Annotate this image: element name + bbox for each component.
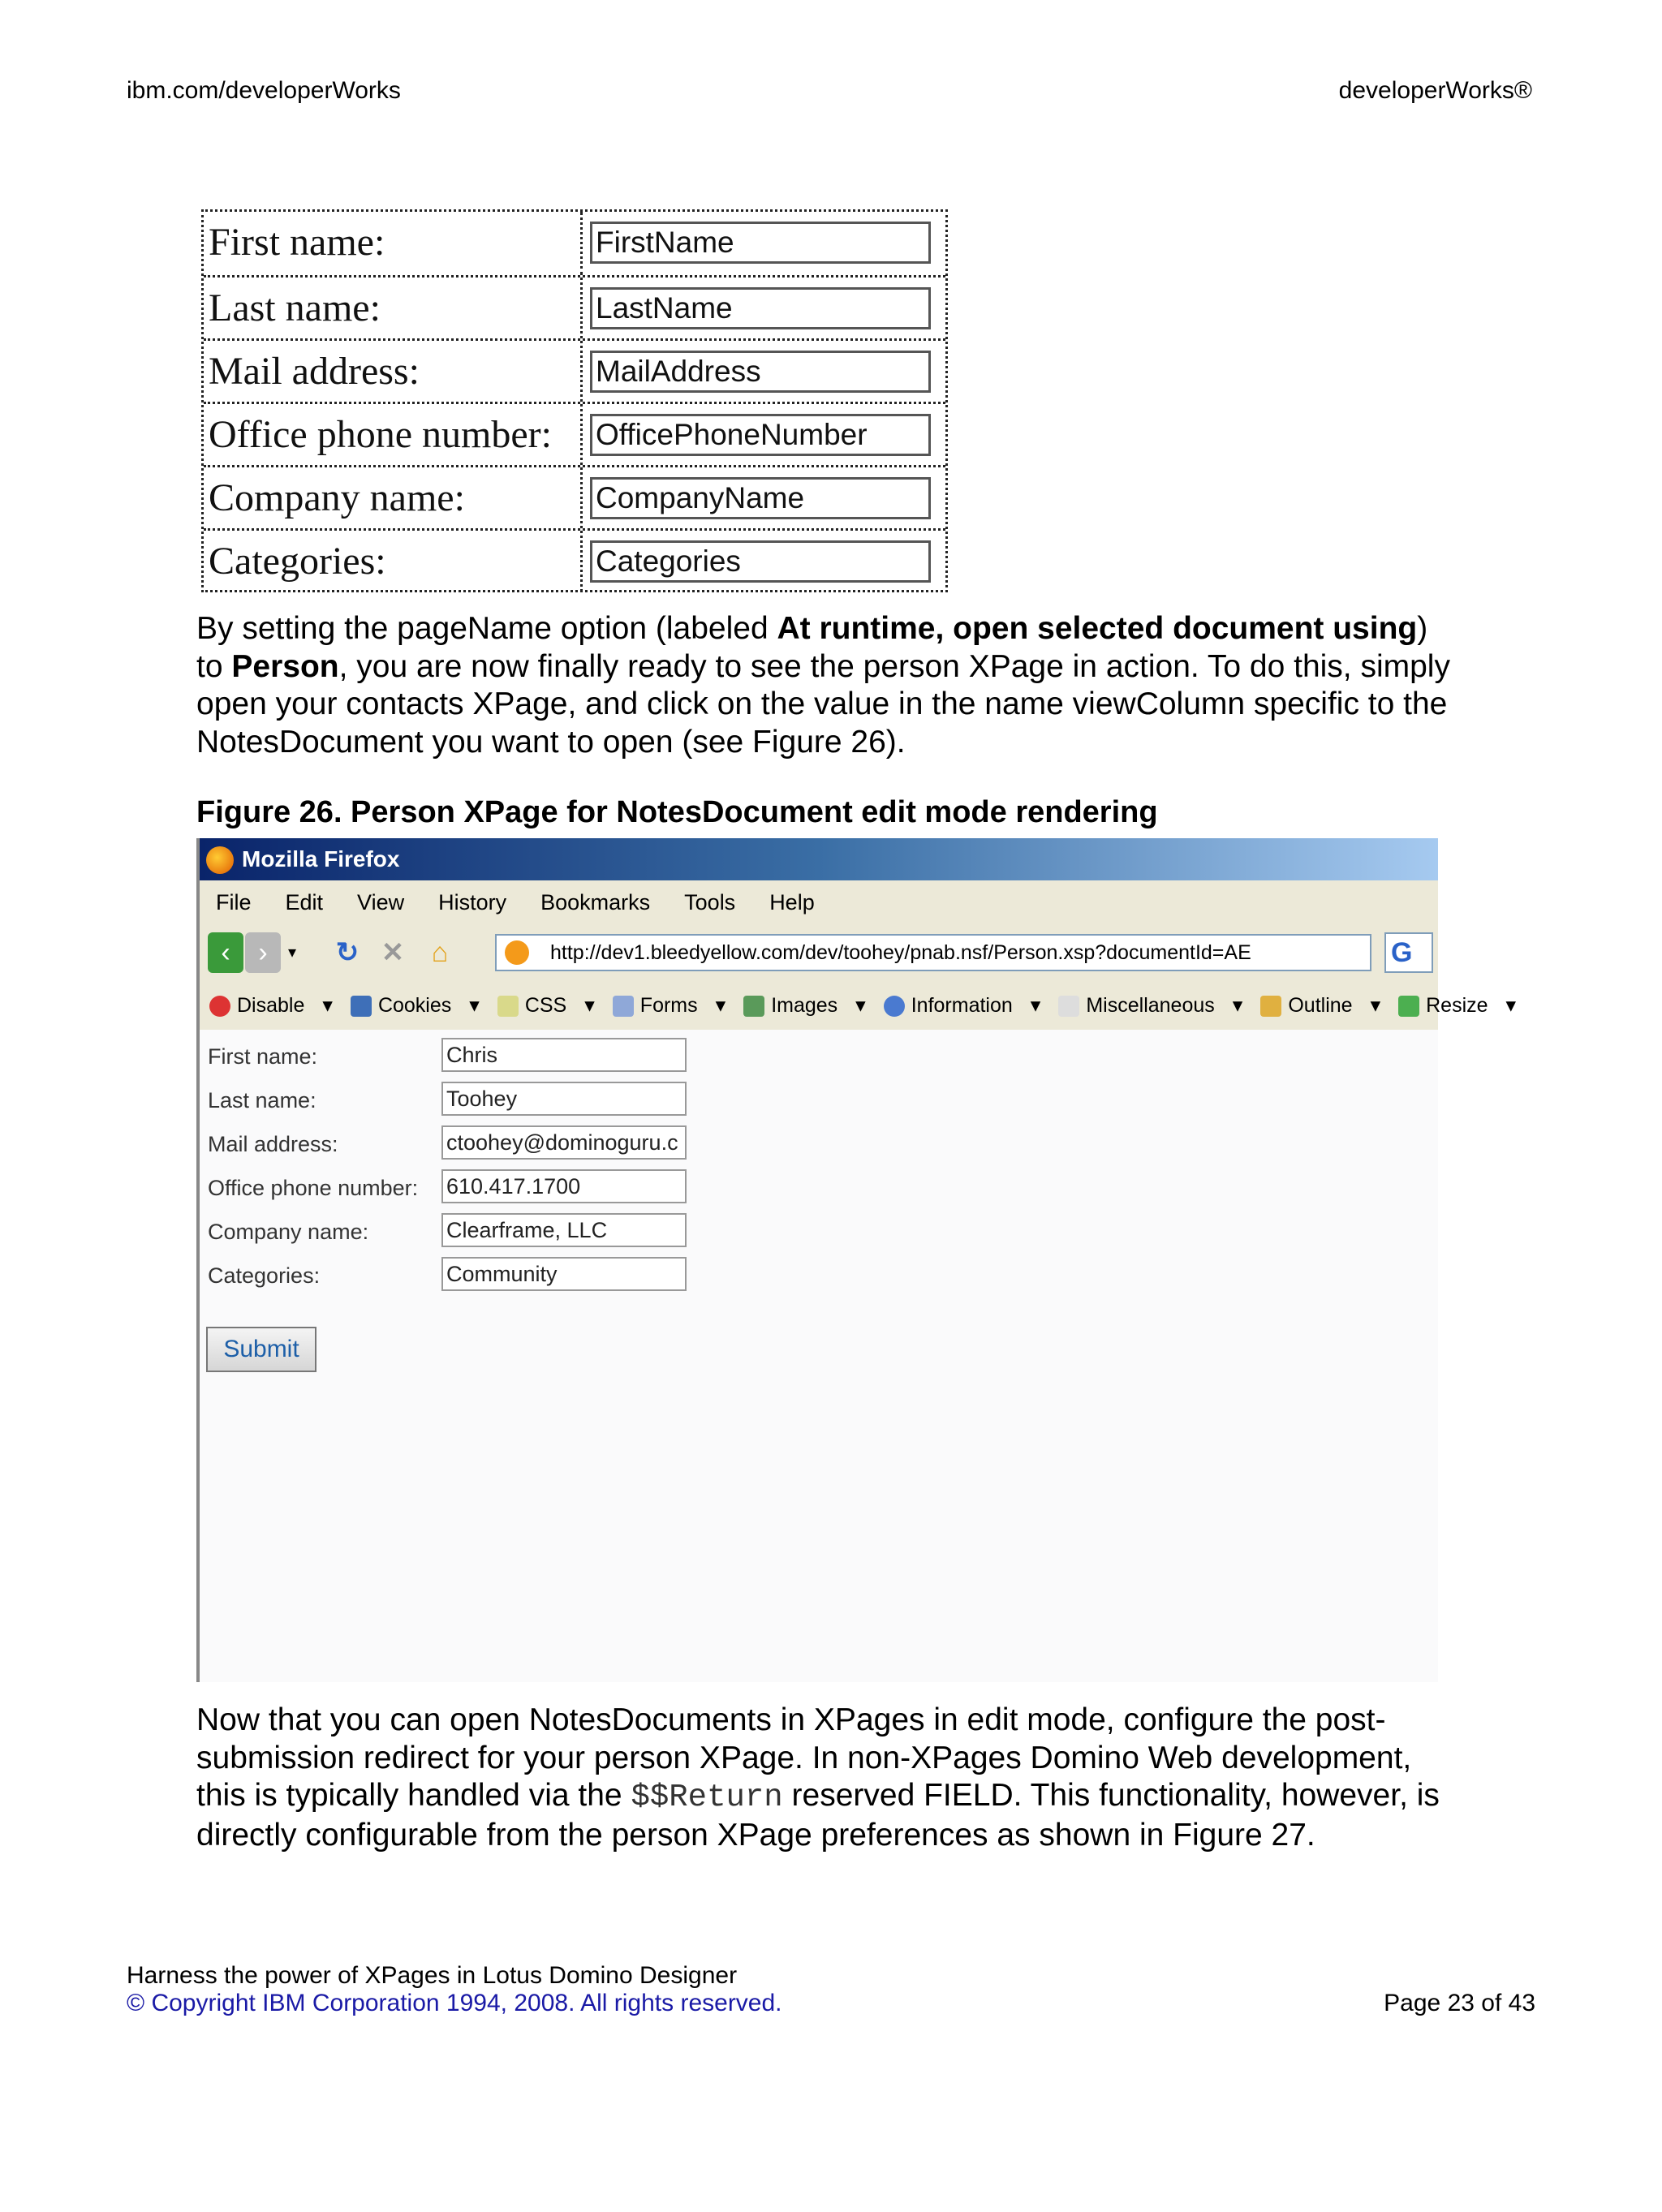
ui-value-bold: Person <box>231 648 339 684</box>
footer-title: Harness the power of XPages in Lotus Domino Designer <box>127 1962 738 1989</box>
designer-field: FirstName <box>590 222 931 264</box>
images-icon <box>743 996 764 1017</box>
designer-field: LastName <box>590 287 931 329</box>
designer-label: Company name: <box>209 476 465 519</box>
menu-bookmarks[interactable]: Bookmarks <box>540 890 651 914</box>
menu-edit[interactable]: Edit <box>285 890 324 914</box>
back-button[interactable]: ‹ <box>208 932 243 973</box>
submit-button[interactable]: Submit <box>206 1327 316 1372</box>
header-site: ibm.com/developerWorks <box>127 77 401 104</box>
firefox-icon <box>206 846 234 874</box>
forward-button[interactable]: › <box>245 932 281 973</box>
url-bar[interactable] <box>495 934 1371 971</box>
page-number: Page 23 of 43 <box>1384 1990 1535 2016</box>
paragraph-intro: By setting the pageName option (labeled At runtime, open selected document using) to Person, you are now finally ready to see the person XPage in action. To do this, simply open your contacts XPage, and click on the value in the name viewColumn specific to the NotesDocument you want to open (see Figure 26). <box>196 611 1450 760</box>
designer-row <box>204 275 945 338</box>
designer-label: Mail address: <box>209 350 420 393</box>
menu-history[interactable]: History <box>438 890 507 914</box>
stop-button[interactable]: ✕ <box>381 937 405 968</box>
code-return-field: $$Return <box>631 1779 783 1815</box>
forms-icon <box>613 996 634 1017</box>
designer-row <box>204 465 945 528</box>
browser-screenshot <box>196 838 1517 1682</box>
home-button[interactable]: ⌂ <box>431 937 449 968</box>
devbar-disable[interactable]: Disable ▾ <box>209 994 333 1017</box>
designer-label: First name: <box>209 221 385 264</box>
browser-titlebar <box>200 838 1438 880</box>
history-dropdown-icon[interactable]: ▾ <box>287 944 297 962</box>
resize-icon <box>1398 996 1419 1017</box>
devbar-information[interactable]: Information ▾ <box>884 994 1041 1017</box>
menu-tools[interactable]: Tools <box>684 890 736 914</box>
designer-field: CompanyName <box>590 477 931 519</box>
information-icon <box>884 996 905 1017</box>
devbar-resize[interactable]: Resize ▾ <box>1398 994 1516 1017</box>
form-label: Last name: <box>208 1088 316 1112</box>
designer-field: Categories <box>590 540 931 583</box>
devbar-cookies[interactable]: Cookies ▾ <box>351 994 480 1017</box>
designer-label: Categories: <box>209 540 386 583</box>
menu-view[interactable]: View <box>357 890 405 914</box>
figure-caption: Figure 26. Person XPage for NotesDocument edit mode rendering <box>196 795 1158 829</box>
header-brand: developerWorks® <box>1338 77 1532 104</box>
designer-form-table <box>201 209 948 592</box>
css-icon <box>497 996 519 1017</box>
footer-copyright-link[interactable]: © Copyright IBM Corporation 1994, 2008. All rights reserved. <box>127 1990 782 2016</box>
devbar-images[interactable]: Images ▾ <box>743 994 866 1017</box>
paragraph-redirect: Now that you can open NotesDocuments in XPages in edit mode, configure the post-submission redirect for your person XPage. In non-XPages Domino Web development, this is typically handled via the $$Return reserved FIELD. This functionality, however, is directly configurable from the person XPage preferences as shown in Figure 27. <box>196 1702 1440 1853</box>
form-label: Office phone number: <box>208 1176 419 1200</box>
devbar-css[interactable]: CSS ▾ <box>497 994 595 1017</box>
designer-row <box>204 402 945 465</box>
page-content <box>200 1030 1438 1682</box>
designer-row <box>204 338 945 402</box>
miscellaneous-icon <box>1058 996 1079 1017</box>
menu-bar <box>200 880 1438 924</box>
url-text: http://dev1.bleedyellow.com/dev/toohey/pnab.nsf/Person.xsp?documentId=AE <box>550 941 1251 964</box>
search-engine-icon: G <box>1391 937 1413 968</box>
outline-icon <box>1260 996 1281 1017</box>
designer-label: Office phone number: <box>209 413 552 456</box>
mail-address-input[interactable]: ctoohey@dominoguru.c <box>441 1125 687 1160</box>
menu-help[interactable]: Help <box>769 890 815 914</box>
cookies-icon <box>351 996 372 1017</box>
search-engine-box[interactable] <box>1384 932 1433 973</box>
first-name-input[interactable]: Chris <box>441 1038 687 1072</box>
web-developer-toolbar <box>200 981 1517 1031</box>
company-name-input[interactable]: Clearframe, LLC <box>441 1213 687 1247</box>
disable-icon <box>209 996 230 1017</box>
devbar-miscellaneous[interactable]: Miscellaneous ▾ <box>1058 994 1242 1017</box>
designer-field: OfficePhoneNumber <box>590 414 931 456</box>
categories-input[interactable]: Community <box>441 1257 687 1291</box>
office-phone-input[interactable]: 610.417.1700 <box>441 1169 687 1203</box>
form-label: Mail address: <box>208 1132 338 1156</box>
devbar-forms[interactable]: Forms ▾ <box>613 994 726 1017</box>
feed-icon <box>505 940 529 965</box>
designer-label: Last name: <box>209 286 381 329</box>
form-label: First name: <box>208 1044 318 1069</box>
devbar-outline[interactable]: Outline ▾ <box>1260 994 1380 1017</box>
form-label: Company name: <box>208 1220 369 1244</box>
ui-label-bold: At runtime, open selected document using <box>777 611 1418 646</box>
form-label: Categories: <box>208 1263 321 1288</box>
reload-button[interactable]: ↻ <box>335 937 360 968</box>
designer-row <box>204 212 945 275</box>
designer-field: MailAddress <box>590 351 931 393</box>
menu-file[interactable]: File <box>216 890 252 914</box>
last-name-input[interactable]: Toohey <box>441 1082 687 1116</box>
window-title: Mozilla Firefox <box>242 846 400 871</box>
navigation-toolbar <box>200 924 1438 982</box>
designer-row <box>204 528 945 592</box>
